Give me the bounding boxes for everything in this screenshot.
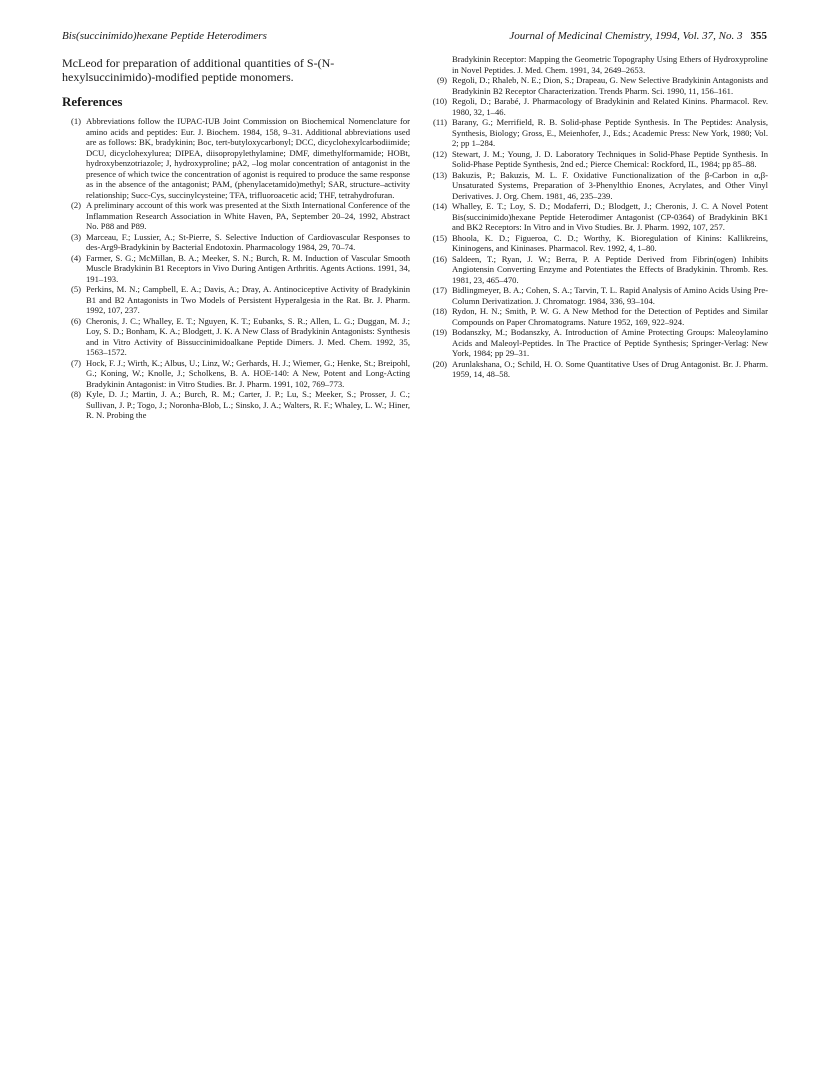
reference-text: A preliminary account of this work was presented at the Sixth International Conference of the Inflammation Research Association in White Haven, PA, September 20–24, 1992, Abstract No. P88 and P89. — [86, 200, 410, 231]
running-title: Bis(succinimido)hexane Peptide Heterodimers — [62, 30, 267, 42]
reference-text: Farmer, S. G.; McMillan, B. A.; Meeker, S. N.; Burch, R. M. Induction of Vascular Smooth Muscle Bradykinin B1 Receptors in Vivo During Antigen Arthritis. Agents Actions. 1991, 34, 191–193. — [86, 252, 410, 284]
right-column — [428, 54, 768, 380]
reference-number: (19) — [432, 327, 447, 337]
reference-text: Bhoola, K. D.; Figueroa, C. D.; Worthy, K. Bioregulation of Kinins: Kallikreins, Kininogens, and Kininases. Pharmacol. Rev. 1992, 4, 1–80. — [452, 232, 768, 253]
reference-number: (18) — [432, 306, 447, 316]
reference-number: (5) — [70, 284, 81, 294]
journal-citation — [509, 30, 767, 42]
reference-item — [428, 201, 768, 233]
reference-number: (13) — [432, 169, 447, 180]
reference-text: Arunlakshana, O.; Schild, H. O. Some Quantitative Uses of Drug Antagonist. Br. J. Pharm. 1959, 14, 48–58. — [452, 358, 768, 379]
right-reference-list — [428, 75, 768, 380]
reference-text: Regoli, D.; Barabé, J. Pharmacology of Bradykinin and Related Kinins. Pharmacol. Rev. 1980, 32, 1–46. — [452, 96, 768, 117]
reference-number: (9) — [436, 75, 447, 85]
reference-text: Whalley, E. T.; Loy, S. D.; Modaferri, D.; Blodgett, J.; Cheronis, J. C. A Novel Potent Bis(succinimido)hexane Peptide Heterodimer Antagonist (CP-0364) of Bradykinin BK1 and BK2 Receptors: In Vitro and in Vivo Studies. Br. J. Pharm. 1992, 107, 257. — [452, 201, 768, 232]
reference-item — [428, 359, 768, 380]
reference-number: (6) — [70, 315, 81, 326]
reference-continuation: Bradykinin Receptor: Mapping the Geometric Topography Using Ethers of Hydroxyproline in Novel Peptides. J. Med. Chem. 1991, 34, 2649–2653. — [452, 54, 768, 75]
reference-item — [428, 285, 768, 306]
reference-number: (20) — [432, 358, 447, 369]
reference-number: (11) — [433, 117, 447, 127]
reference-text: Stewart, J. M.; Young, J. D. Laboratory Techniques in Solid-Phase Peptide Synthesis. In Solid-Phase Peptide Synthesis, 2nd ed.; Pierce Chemical: Rockford, IL, 1984; pp 85–88. — [452, 148, 768, 169]
reference-text: Perkins, M. N.; Campbell, E. A.; Davis, A.; Dray, A. Antinociceptive Activity of Bradykinin B1 and B2 Antagonists in Two Models of Persistent Hyperalgesia in the Rat. Br. J. Pharm. 1992, 107, 237. — [86, 284, 410, 315]
reference-text: Marceau, F.; Lussier, A.; St-Pierre, S. Selective Induction of Cardiovascular Responses to des-Arg9-Bradykinin by Bacterial Endotoxin. Pharmacology 1984, 29, 70–74. — [86, 231, 410, 252]
reference-number: (12) — [432, 148, 447, 159]
running-header — [62, 30, 767, 46]
reference-text: Cheronis, J. C.; Whalley, E. T.; Nguyen, K. T.; Eubanks, S. R.; Allen, L. G.; Duggan, M. J.; Loy, S. D.; Bonham, K. A.; Blodgett, J. K. A New Class of Bradykinin Antagonists: Synthesis and in Vitro Activity of Bissuccinimidoalkane Peptide Dimers. J. Med. Chem. 1992, 35, 1563–1572. — [86, 315, 410, 357]
page-number: 355 — [750, 30, 767, 42]
reference-item — [62, 116, 410, 200]
reference-item — [428, 170, 768, 202]
reference-number: (3) — [70, 231, 81, 242]
reference-item — [62, 316, 410, 358]
left-reference-list — [62, 116, 410, 421]
reference-item — [428, 117, 768, 149]
reference-number: (15) — [432, 232, 447, 243]
reference-number: (10) — [432, 96, 447, 106]
reference-number: (2) — [70, 200, 81, 210]
reference-text: Bakuzis, P.; Bakuzis, M. L. F. Oxidative Functionalization of the β-Carbon in α,β-Unsaturated Systems, Preparation of 3-Phenylthio Enones, Acrylates, and Other Vinyl Derivatives. J. Org. Chem. 1981, 46, 235–239. — [452, 169, 768, 201]
reference-number: (8) — [70, 389, 81, 399]
reference-item — [428, 96, 768, 117]
reference-item — [62, 389, 410, 421]
reference-item — [62, 284, 410, 316]
reference-number: (16) — [432, 253, 447, 264]
reference-number: (17) — [432, 285, 447, 295]
reference-item — [62, 253, 410, 285]
reference-item — [428, 233, 768, 254]
reference-number: (7) — [70, 357, 81, 368]
reference-text: Bidlingmeyer, B. A.; Cohen, S. A.; Tarvin, T. L. Rapid Analysis of Amino Acids Using Pre-Column Derivatization. J. Chromatogr. 1984, 336, 93–104. — [452, 285, 768, 306]
reference-item — [428, 327, 768, 359]
reference-text: Kyle, D. J.; Martin, J. A.; Burch, R. M.; Carter, J. P.; Lu, S.; Meeker, S.; Prosser, J. C.; Sullivan, J. P.; Togo, J.; Noronha-Blob, L.; Sinsko, J. A.; Walters, R. F.; Whaley, L. W.; Hiner, R. N. Probing the — [86, 389, 410, 420]
reference-item — [428, 254, 768, 286]
reference-text: Rydon, H. N.; Smith, P. W. G. A New Method for the Detection of Peptides and Similar Compounds on Paper Chromatograms. Nature 1952, 169, 922–924. — [452, 306, 768, 327]
reference-text: Hock, F. J.; Wirth, K.; Albus, U.; Linz, W.; Gerhards, H. J.; Wiemer, G.; Henke, St.; Breipohl, G.; Koning, W.; Knolle, J.; Scholkens, B. A. HOE-140: A New, Potent and Long-Acting Bradykinin Antagonist: in Vitro Studies. Br. J. Pharm. 1991, 102, 769–773. — [86, 357, 410, 389]
reference-item — [428, 306, 768, 327]
reference-number: (4) — [70, 252, 81, 263]
reference-item — [428, 149, 768, 170]
references-heading: References — [62, 94, 123, 109]
reference-text: Barany, G.; Merrifield, R. B. Solid-phase Peptide Synthesis. In The Peptides: Analysis, Synthesis, Biology; Gross, E., Meienhofer, J., Eds.; Academic Press: New York, 1980; Vol. 2; pp 1–284. — [452, 117, 768, 148]
reference-item — [428, 75, 768, 96]
reference-text: Bodanszky, M.; Bodanszky, A. Introduction of Amine Protecting Groups: Maleoylamino Acids and Maleoyl-Peptides. In The Practice of Peptide Synthesis; Springer-Verlag: New York, 1984; pp 29–31. — [452, 327, 768, 358]
reference-number: (1) — [70, 116, 81, 126]
reference-item — [62, 358, 410, 390]
reference-item — [62, 232, 410, 253]
journal-name: Journal of Medicinal Chemistry, 1994, Vol. 37, No. 3 — [509, 30, 743, 42]
reference-text: Saldeen, T.; Ryan, J. W.; Berra, P. A Peptide Derived from Fibrin(ogen) Inhibits Angiotensin Converting Enzyme and Potentiates the Effects of Bradykinin. Thromb. Res. 1981, 23, 465–470. — [452, 253, 768, 285]
left-column — [62, 56, 410, 421]
reference-number: (14) — [432, 201, 447, 211]
reference-text: Regoli, D.; Rhaleb, N. E.; Dion, S.; Drapeau, G. New Selective Bradykinin Antagonists and Bradykinin B2 Receptor Characterization. Trends Pharm. Sci. 1990, 11, 156–161. — [452, 75, 769, 96]
acknowledgment-text: McLeod for preparation of additional quantities of S-(N-hexylsuccinimido)-modified peptide monomers. — [62, 56, 335, 84]
reference-text: Abbreviations follow the IUPAC-IUB Joint Commission on Biochemical Nomenclature for amino acids and peptides: Eur. J. Biochem. 1984, 158, 9–31. Additional abbreviations used are as follows: BK, bradykinin; Boc, tert-butyloxycarbonyl; DCC, dicyclohexylcarbodiimide; DCU, dicyclohexylurea; DIPEA, diisopropylethylamine; DMF, dimethylformamide; HOBt, hydroxybenzotriazole; J, hydroxyproline; pA2, –log molar concentration of antagonist in the presence of which twice the concentration of agonist is required to produce the same response as in the absence of the antagonist; PAM, (phenylacetamido)methyl; SAR, structure–activity relationship; Succ-Cys, succinylcysteine; TFA, trifluoroacetic acid; THF, tetrahydrofuran. — [86, 116, 410, 200]
reference-item — [62, 200, 410, 232]
